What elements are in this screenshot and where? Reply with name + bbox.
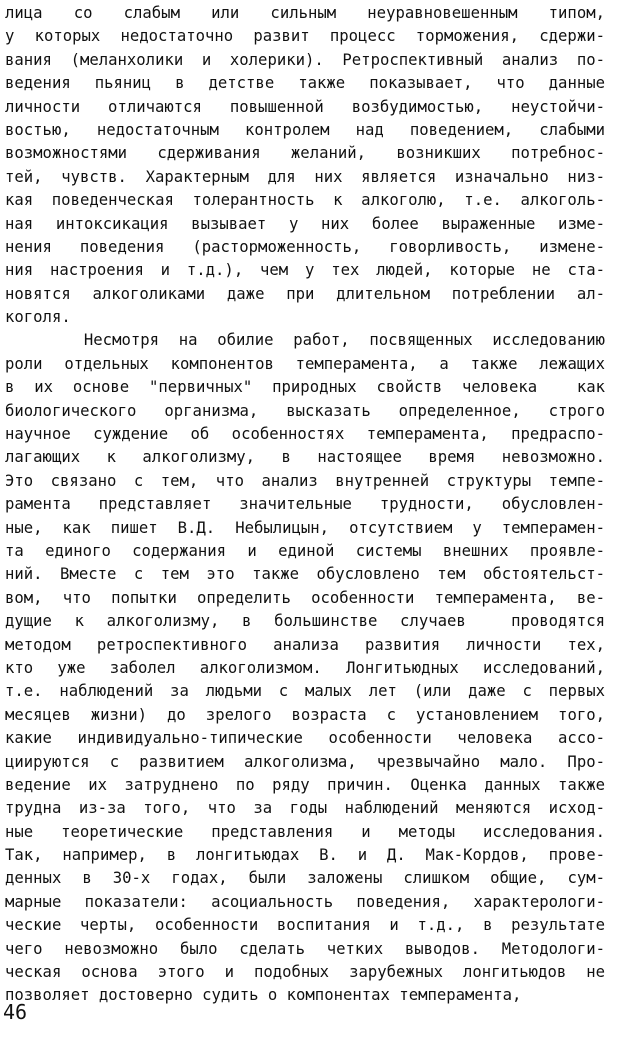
text-line: ческая основа этого и подобных зарубежных лонгитьюдов не xyxy=(5,963,605,982)
text-line: новятся алкоголиками даже при длительном потреблении ал- xyxy=(5,284,605,303)
text-line: у которых недостаточно развит процесс торможения, сдержи- xyxy=(5,27,605,46)
text-line: циируются с развитием алкоголизма, чрезвычайно мало. Про- xyxy=(5,752,605,771)
text-line: Несмотря на обилие работ, посвященных исследованию xyxy=(5,331,605,350)
text-line: ные, как пишет В.Д. Небылицын, отсутствием у темперамен- xyxy=(5,518,605,537)
text-line: Это связано с тем, что анализ внутренней структуры темпе- xyxy=(5,471,605,490)
text-line: ния настроения и т.д.), чем у тех людей, которые не ста- xyxy=(5,261,605,280)
text-line: ведение их затруднено по ряду причин. Оценка данных также xyxy=(5,775,605,794)
text-line: т.е. наблюдений за людьми с малых лет (или даже с первых xyxy=(5,682,605,701)
body-text xyxy=(5,2,605,1008)
text-line: востью, недостаточным контролем над поведением, слабыми xyxy=(5,120,605,139)
text-line: лица со слабым или сильным неуравновешенным типом, xyxy=(5,4,605,22)
text-line: кая поведенческая толерантность к алкоголю, т.е. алкоголь- xyxy=(5,191,605,210)
text-line: Так, например, в лонгитьюдах В. и Д. Мак-Кордов, прове- xyxy=(5,846,605,865)
text-line: марные показатели: асоциальность поведения, характерологи- xyxy=(5,892,605,911)
text-line: ческие черты, особенности воспитания и т.д., в результате xyxy=(5,916,605,935)
text-line: научное суждение об особенностях темперамента, предраспо- xyxy=(5,425,605,444)
text-line: ная интоксикация вызывает у них более выраженные изме- xyxy=(5,214,605,233)
text-line: тей, чувств. Характерным для них является изначально низ- xyxy=(5,167,605,186)
text-line: трудна из-за того, что за годы наблюдений меняются исход- xyxy=(5,799,605,818)
text-line: кто уже заболел алкоголизмом. Лонгитьюдных исследований, xyxy=(5,658,605,677)
text-line: та единого содержания и единой системы внешних проявле- xyxy=(5,541,605,560)
text-line: ные теоретические представления и методы исследования. xyxy=(5,822,605,841)
text-line: биологического организма, высказать определенное, строго xyxy=(5,401,605,420)
text-line: роли отдельных компонентов темперамента, а также лежащих xyxy=(5,354,605,373)
text-line: личности отличаются повышенной возбудимостью, неустойчи- xyxy=(5,97,605,116)
text-line: позволяет достоверно судить о компонентах темперамента, xyxy=(5,986,522,1005)
text-line: рамента представляет значительные трудности, обусловлен- xyxy=(5,495,605,514)
text-line: в их основе "первичных" природных свойств человека как xyxy=(5,378,605,397)
text-line: методом ретроспективного анализа развития личности тех, xyxy=(5,635,605,654)
text-line: коголя. xyxy=(5,308,71,327)
text-line: месяцев жизни) до зрелого возраста с установлением того, xyxy=(5,705,605,724)
text-line: лагающих к алкоголизму, в настоящее время невозможно. xyxy=(5,448,605,467)
text-line: какие индивидуально-типические особенности человека ассо- xyxy=(5,729,605,748)
text-line: возможностями сдерживания желаний, возникших потребнос- xyxy=(5,144,605,163)
text-line: ведения пьяниц в детстве также показывает, что данные xyxy=(5,74,605,93)
text-line: ний. Вместе с тем это также обусловлено тем обстоятельст- xyxy=(5,565,605,584)
text-line: дущие к алкоголизму, в большинстве случаев проводятся xyxy=(5,612,605,631)
text-line: чего невозможно было сделать четких выводов. Методологи- xyxy=(5,939,605,958)
text-line: вом, что попытки определить особенности темперамента, ве- xyxy=(5,588,605,607)
text-line: нения поведения (расторможенность, говорливость, измене- xyxy=(5,237,605,256)
page-number: 46 xyxy=(3,1000,28,1024)
text-line: вания (меланхолики и холерики). Ретроспективный анализ по- xyxy=(5,50,605,69)
text-line: денных в 30-х годах, были заложены слишком общие, сум- xyxy=(5,869,605,888)
